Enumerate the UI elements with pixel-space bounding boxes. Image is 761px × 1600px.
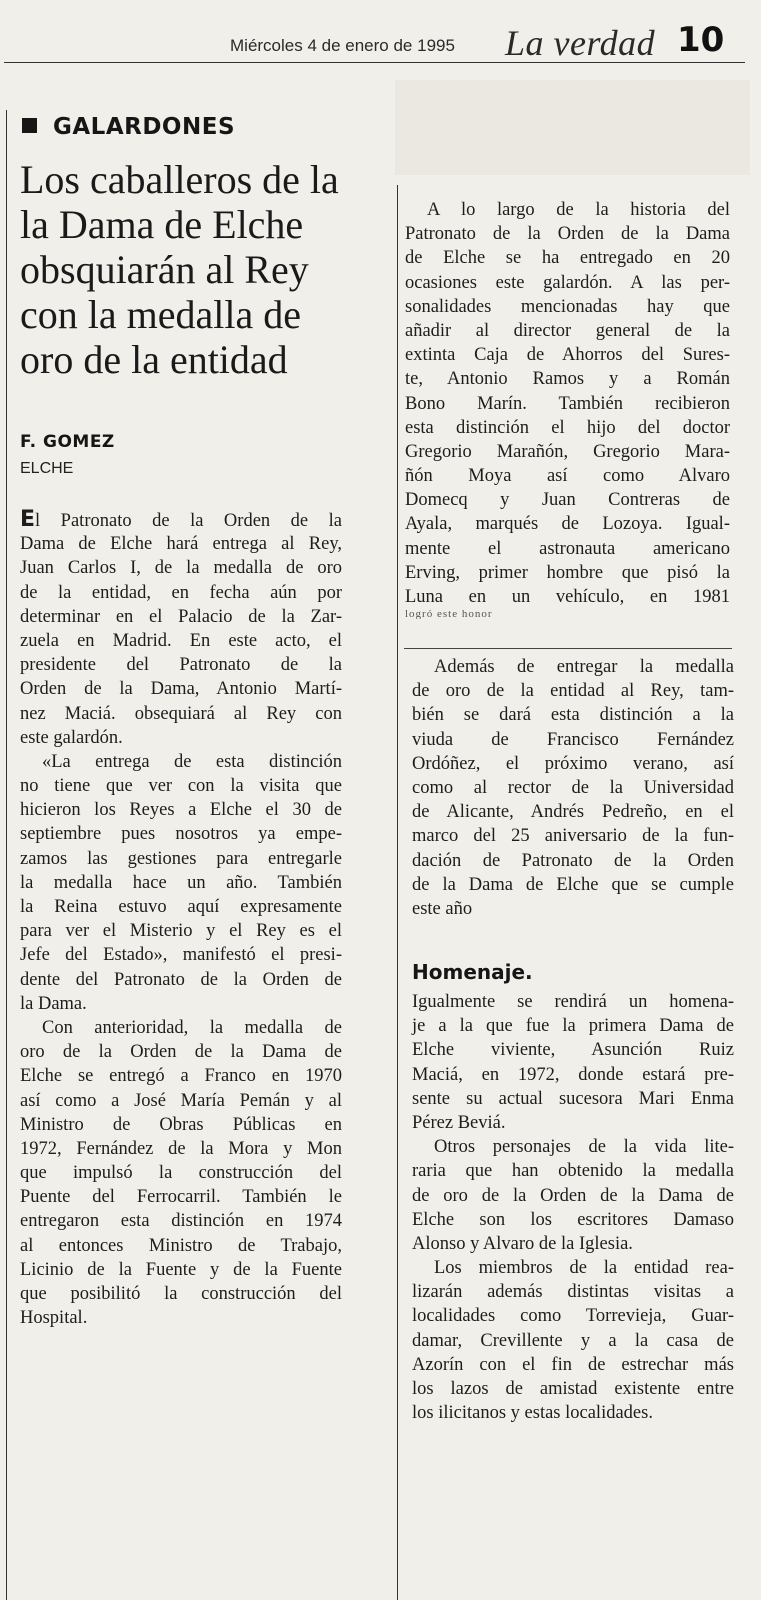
text-line [405,246,730,270]
text-line-content: Juan Carlos I, de la medalla de oro [20,558,342,579]
masthead-rule [4,62,745,63]
text-line-content: Patronato de la Orden de la Dama [405,224,730,245]
text-line [405,464,730,488]
text-line-content: de Alicante, Andrés Pedreño, en el [412,802,734,823]
text-line-content: para ver el Misterio y el Rey es el [20,921,342,942]
text-line [412,1087,734,1111]
text-line [20,1089,342,1113]
text-line-content: Elche son los escritores Damaso [412,1209,734,1230]
text-line-content: dación de Patronato de la Orden [412,850,734,871]
text-line [405,367,730,391]
text-line [20,1064,342,1088]
text-line-content: este galardón. [20,727,123,748]
text-line-content: Puente del Ferrocarril. También le [20,1187,342,1208]
text-line [405,512,730,536]
text-line [20,556,342,580]
text-line-content: Luna en un vehículo, en 1981 [405,587,730,607]
text-line [412,1256,734,1280]
body-column-right-bottom [412,990,734,1425]
text-line-content: este año [412,898,473,919]
text-line [405,319,730,343]
text-line-content: sonalidades mencionadas hay que [405,296,730,317]
text-line-content: hicieron los Reyes a Elche el 30 de [20,800,342,821]
text-line [405,392,730,416]
text-line [412,897,734,921]
text-line-content: añadir al director general de la [405,320,730,341]
text-line [412,1159,734,1183]
text-line [405,488,730,512]
text-line [405,416,730,440]
text-line [20,1258,342,1282]
text-line [20,532,342,556]
text-line-content: que posibilitó la construcción del [20,1284,342,1304]
text-line-content: ocasiones este galardón. A las per- [405,272,730,293]
headline-line: oro de la entidad [20,337,288,382]
text-line [20,581,342,605]
text-line [20,1161,342,1185]
text-line [20,968,342,992]
text-line [412,1038,734,1062]
text-line-content: te, Antonio Ramos y a Román [405,369,730,390]
left-column-rule [6,110,7,1600]
text-line [412,990,734,1014]
text-line-content: Dama de Elche hará entrega al Rey, [20,534,342,555]
headline-line: con la medalla de [20,292,301,337]
text-line-content: Orden de la Dama, Antonio Martí- [20,679,342,700]
headline-line: la Dama de Elche [20,202,304,247]
text-line [20,1016,342,1040]
text-line [20,992,342,1016]
text-line [20,919,342,943]
text-line-content: «La entrega de esta distinción [42,751,342,772]
headline-line: Los caballeros de la [20,157,339,202]
text-line [412,655,734,679]
text-line-content: de oro de la Orden de la Dama de [412,1185,734,1206]
text-line [20,702,342,726]
text-line [20,822,342,846]
text-line-content: Elche se entregó a Franco en 1970 [20,1066,342,1087]
text-line-content: Licinio de la Fuente y de la Fuente [20,1259,342,1280]
text-line [412,776,734,800]
text-line [20,1137,342,1161]
text-line-content: 1972, Fernández de la Mora y Mon [20,1138,342,1159]
text-line [20,653,342,677]
text-line [20,750,342,774]
text-line-content: Elche viviente, Asunción Ruiz [412,1040,734,1061]
text-line [412,752,734,776]
text-line [20,1306,342,1330]
text-line-content: extinta Caja de Ahorros del Sures- [405,345,730,366]
text-line-content: al entonces Ministro de Trabajo, [20,1235,342,1256]
text-line-content: Erving, primer hombre que pisó la [405,562,730,583]
text-line-content: zamos las gestiones para entregarle [20,848,342,869]
text-line-content: entregaron esta distinción en 1974 [20,1211,342,1232]
text-line [412,1063,734,1087]
cut-off-text-fragment: logró este honor [405,609,493,620]
middle-column-rule [397,185,398,1600]
text-line [405,198,730,222]
text-line-content: de Elche se ha entregado en 20 [405,248,730,269]
text-line [20,1282,342,1306]
text-line [412,1111,734,1135]
text-line-content: Hospital. [20,1308,88,1329]
text-line-content: como al rector de la Universidad [412,777,734,798]
issue-date: Miércoles 4 de enero de 1995 [230,36,455,55]
text-line-content: esta distinción el hijo del doctor [405,417,730,438]
text-line-content: lizarán además distintas visitas a [412,1282,734,1303]
text-line-content: septiembre pues nosotros ya empe- [20,824,342,845]
text-line-content: de la entidad, en fecha aún por [20,582,342,603]
text-line [412,1280,734,1304]
text-line [20,871,342,895]
text-line [405,585,730,609]
text-line [20,726,342,750]
text-line [412,1401,734,1425]
text-line-content: que impulsó la construcción del [20,1163,342,1184]
text-line-content: Además de entregar la medalla [434,657,734,677]
text-line-content: así como a José María Pemán y al [20,1090,342,1111]
text-line [412,873,734,897]
text-line [412,849,734,873]
text-line [405,440,730,464]
section-label-text: GALARDONES [53,114,236,140]
text-line-content: bién se dará esta distinción a la [412,705,734,726]
byline: F. GOMEZ [20,432,115,452]
newspaper-name: La verdad [505,23,656,63]
text-line-content: mente el astronauta americano [405,538,730,559]
text-line-content: Ayala, marqués de Lozoya. Igual- [405,514,730,535]
dateline-place: ELCHE [20,460,74,477]
text-line-content: no tiene que ver con la visita que [20,776,342,797]
text-line-content: viuda de Francisco Fernández [412,729,734,750]
text-line-content: de la Dama de Elche que se cumple [412,874,734,895]
text-line-content: la Reina estuvo aquí expresamente [20,897,342,917]
text-line-content: damar, Crevillente y a la casa de [412,1330,734,1351]
square-bullet-icon [22,118,37,133]
text-line-content: marco del 25 aniversario de la fun- [412,826,734,847]
text-line [405,271,730,295]
text-line [412,1304,734,1328]
body-column-right-top [405,198,730,619]
text-line-content: Bono Marín. También recibieron [405,393,730,414]
drop-cap: E [20,507,36,532]
text-line-content: Gregorio Marañón, Gregorio Mara- [405,441,730,462]
text-line [20,943,342,967]
text-line [20,1185,342,1209]
text-line-content: A lo largo de la historia del [427,200,730,220]
text-line [412,679,734,703]
text-line [20,1113,342,1137]
text-line [20,798,342,822]
text-line [405,295,730,319]
text-line [20,895,342,919]
text-line [412,1014,734,1038]
text-line [20,605,342,629]
body-column-right-middle [412,655,734,921]
section-label [22,114,235,140]
text-line-content: determinar en el Palacio de la Zar- [20,606,342,627]
text-line [412,824,734,848]
text-line [20,629,342,653]
text-line-content: zuela en Madrid. En este acto, el [20,630,342,651]
text-line [405,343,730,367]
text-line-content: Azorín con el fin de estrechar más [412,1354,734,1375]
text-line [412,800,734,824]
text-line-content: la Dama. [20,993,87,1014]
text-line [20,1209,342,1233]
text-line [405,561,730,585]
text-line-content: Jefe del Estado», manifestó el presi- [20,945,342,966]
text-line-content: presidente del Patronato de la [20,655,342,676]
text-line-content: los ilicitanos y estas localidades. [412,1403,653,1424]
text-line-content: je a la que fue la primera Dama de [412,1016,734,1037]
text-line [20,1234,342,1258]
bleed-through-area [395,80,750,175]
text-line [412,1208,734,1232]
text-line [20,508,342,532]
headline [20,157,360,382]
text-line [405,222,730,246]
text-line-content: de oro de la entidad al Rey, tam- [412,681,734,702]
text-line-content: Pérez Beviá. [412,1112,506,1133]
text-line [20,774,342,798]
text-line-content: dente del Patronato de la Orden de [20,969,342,990]
text-line [412,1232,734,1256]
text-line-content: los lazos de amistad existente entre [412,1379,734,1399]
text-line [405,537,730,561]
text-line-content: localidades como Torrevieja, Guar- [412,1306,734,1327]
text-line-content: Ordóñez, el próximo verano, así [412,753,734,774]
masthead [0,14,761,64]
text-line [412,1377,734,1401]
text-line-content: Alonso y Alvaro de la Iglesia. [412,1233,633,1254]
text-line-content: Los miembros de la entidad rea- [434,1258,734,1279]
headline-line: obsquiarán al Rey [20,247,309,292]
body-column-left [20,508,342,1330]
text-line-content: l Patronato de la Orden de la [35,511,342,531]
text-line [412,728,734,752]
fragment-rule [404,648,732,649]
page-number: 10 [677,20,725,60]
text-line [412,1329,734,1353]
text-line [412,1353,734,1377]
text-line-content: oro de la Orden de la Dama de [20,1042,342,1063]
text-line-content: raria que han obtenido la medalla [412,1161,734,1182]
text-line-content: ñón Moya así como Alvaro [405,466,730,487]
text-line-content: Igualmente se rendirá un homena- [412,992,734,1012]
text-line-content: la medalla hace un año. También [20,872,342,893]
text-line [412,703,734,727]
text-line-content: Domecq y Juan Contreras de [405,490,730,511]
text-line-content: sente su actual sucesora Mari Enma [412,1088,734,1109]
text-line [20,847,342,871]
text-line-content: nez Maciá. obsequiará al Rey con [20,703,342,724]
text-line-content: Ministro de Obras Públicas en [20,1114,342,1135]
text-line-content: Otros personajes de la vida lite- [434,1137,734,1158]
text-line-content: Con anterioridad, la medalla de [42,1017,342,1038]
subhead: Homenaje. [412,960,533,984]
text-line [20,1040,342,1064]
text-line [412,1135,734,1159]
text-line-content: Maciá, en 1972, donde estará pre- [412,1064,734,1085]
text-line [20,677,342,701]
text-line [412,1184,734,1208]
